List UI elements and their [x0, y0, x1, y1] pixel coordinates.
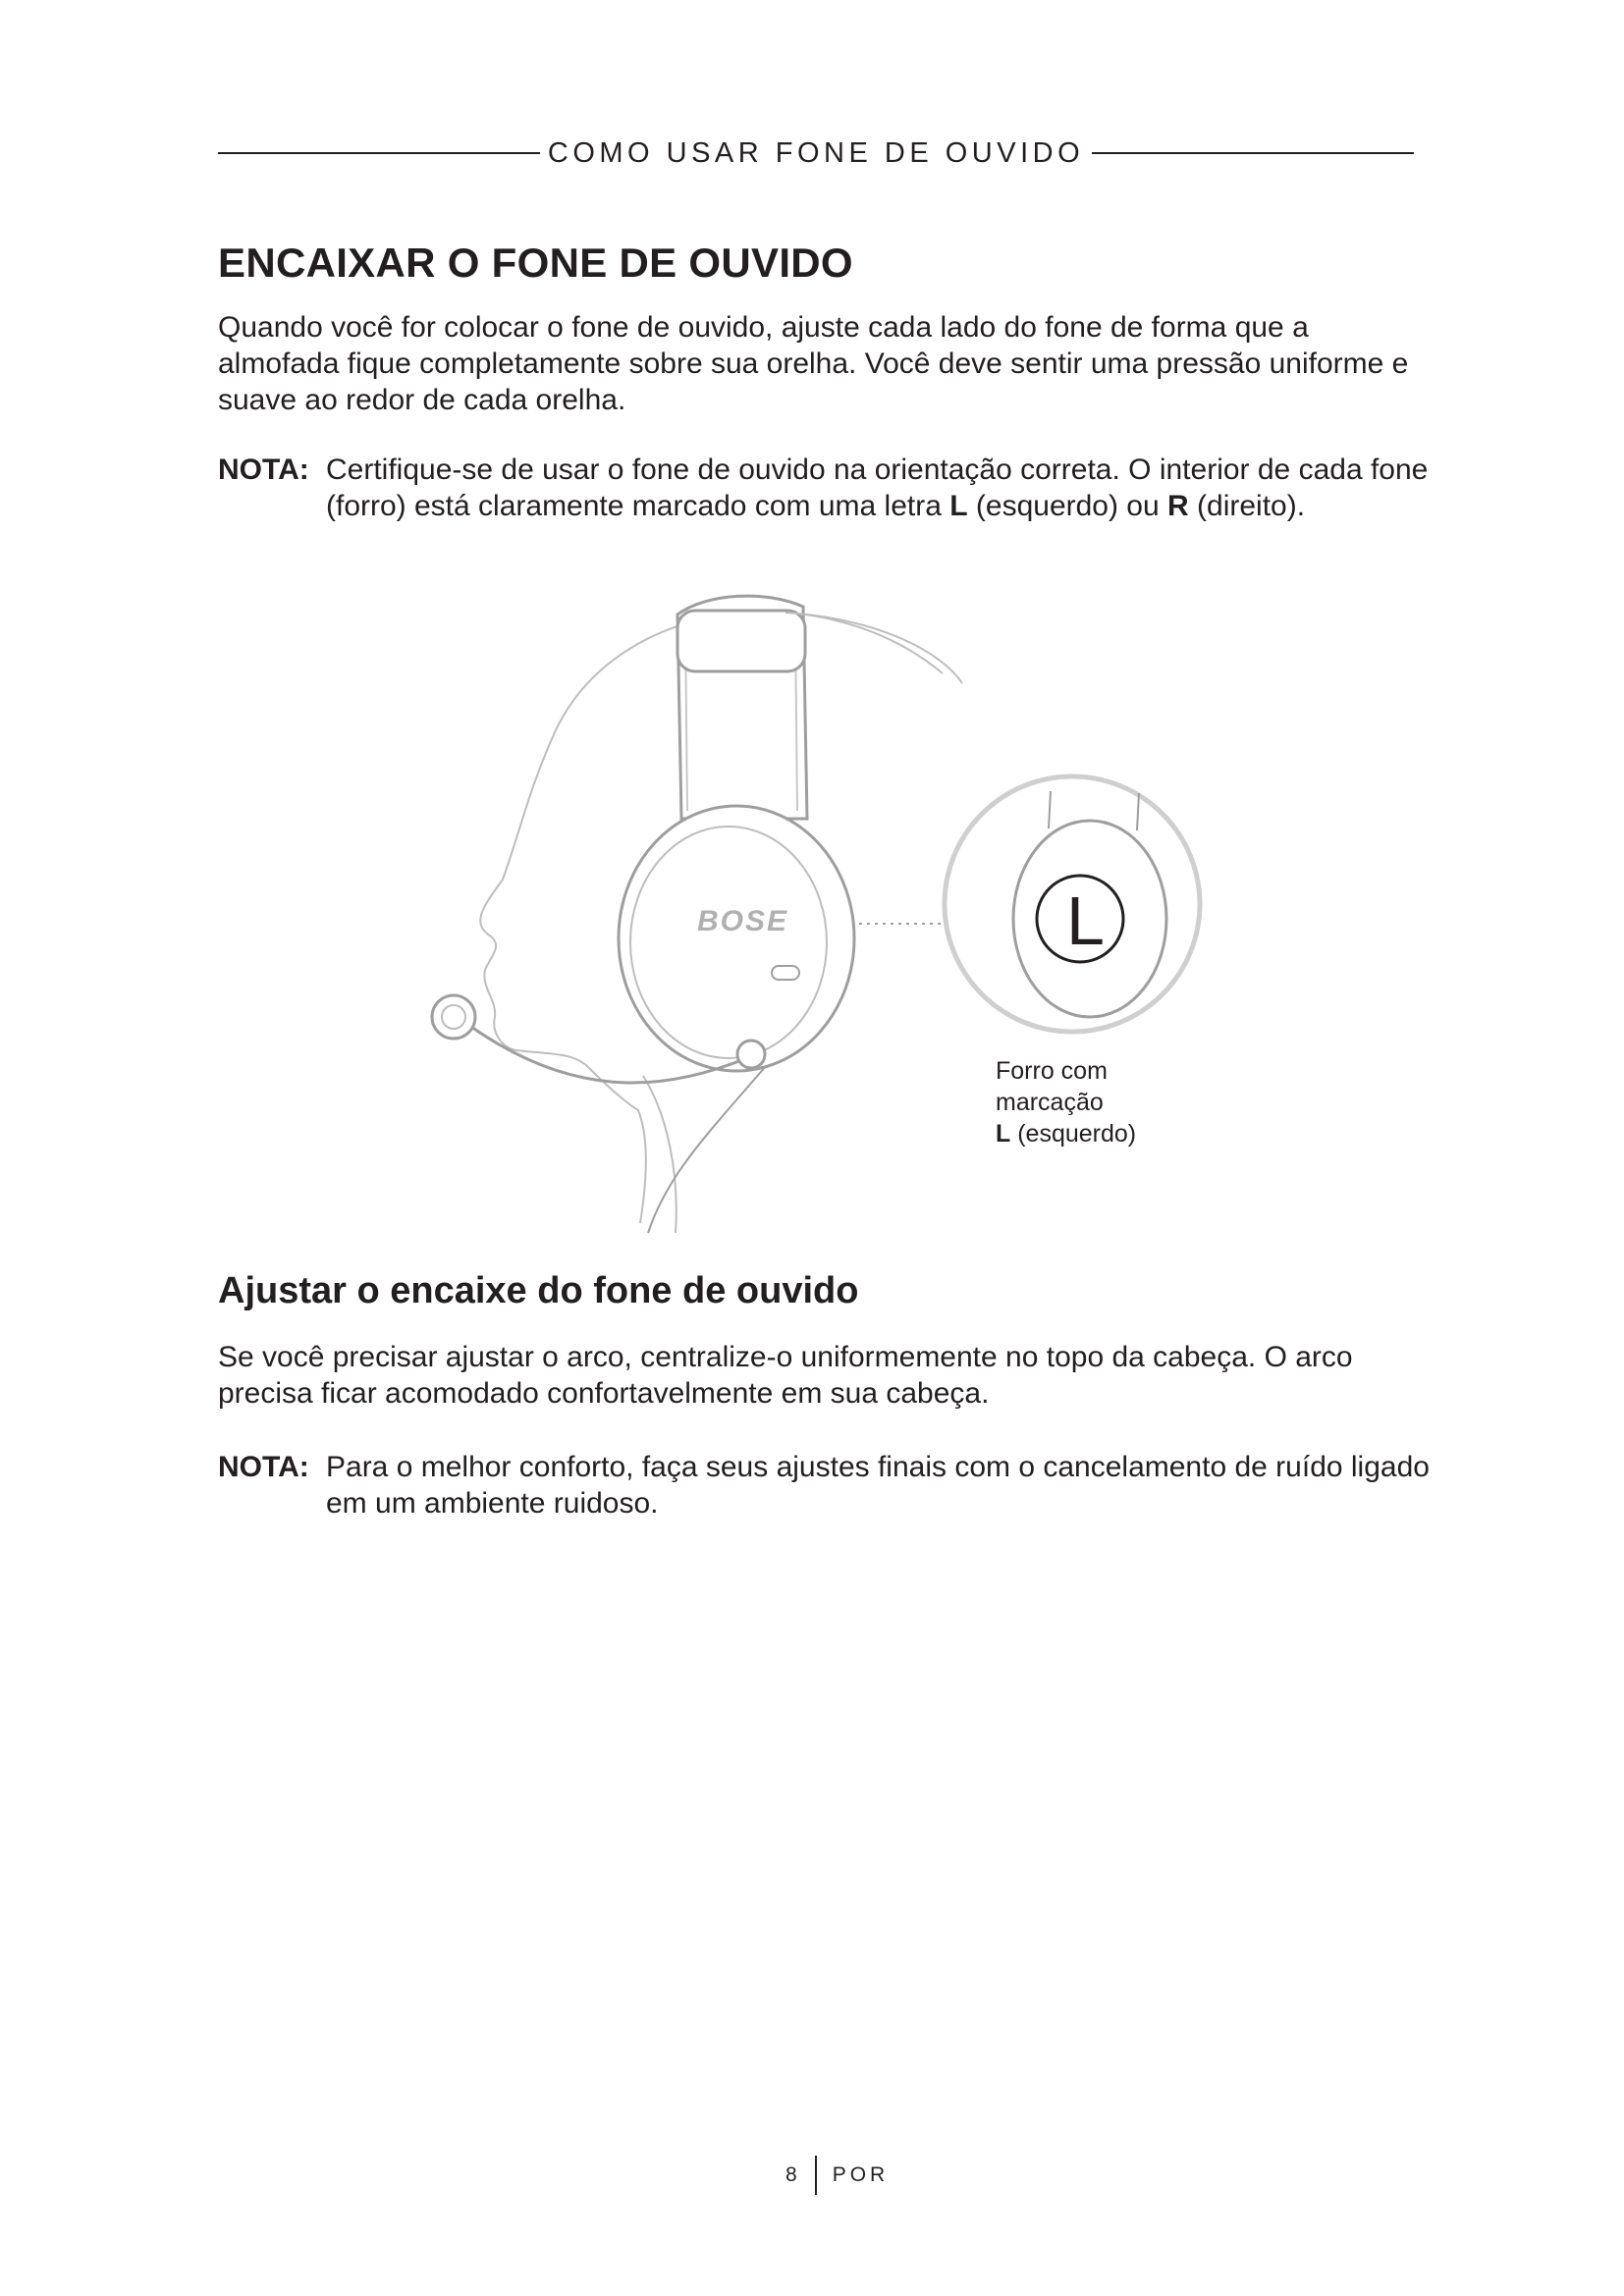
- section2-note: [218, 1449, 1435, 1522]
- mic-capsule: [432, 995, 475, 1039]
- neck-line: [643, 1076, 677, 1233]
- note-label: NOTA:: [218, 1451, 309, 1483]
- section1-paragraph: Quando você for colocar o fone de ouvido, ajuste cada lado do fone de forma que a almofada fique completamente sobre sua orelha. Você deve sentir uma pressão uniforme e suave ao redor de cada orelha.: [218, 311, 1409, 416]
- section2-heading: Ajustar o encaixe do fone de ouvido: [218, 1270, 859, 1311]
- earcup-inner: [630, 827, 827, 1058]
- language-code: POR: [832, 2163, 890, 2186]
- note-label: NOTA:: [218, 454, 309, 486]
- header-rule-left: [218, 152, 540, 154]
- section2-paragraph: Se você precisar ajustar o arco, centralize-o uniformemente no topo da cabeça. O arco precisa ficar acomodado confortavelmente em sua cabeça.: [218, 1341, 1353, 1410]
- section1-heading: ENCAIXAR O FONE DE OUVIDO: [218, 240, 853, 286]
- note-text: Certifique-se de usar o fone de ouvido na orientação correta. O interior de cada fone (forro) está claramente marcado com uma letra L (esquerdo) ou R (direito).: [326, 454, 1429, 522]
- footer-separator: [815, 2156, 817, 2195]
- page-header: [218, 133, 1414, 173]
- section-title: COMO USAR FONE DE OUVIDO: [547, 136, 1085, 169]
- cable: [648, 1066, 766, 1233]
- bose-logo: BOSE: [697, 905, 789, 937]
- header-rule-right: [1092, 152, 1414, 154]
- illustration-caption: Forro com marcação L (esquerdo): [996, 1057, 1137, 1148]
- note-text: Para o melhor conforto, faça seus ajustes finais com o cancelamento de ruído ligado em um ambiente ruidoso.: [326, 1451, 1430, 1520]
- section1-note: [218, 452, 1435, 524]
- page-footer: [785, 2156, 889, 2195]
- left-marking-letter: L: [1066, 882, 1105, 959]
- page-number: 8: [785, 2163, 801, 2186]
